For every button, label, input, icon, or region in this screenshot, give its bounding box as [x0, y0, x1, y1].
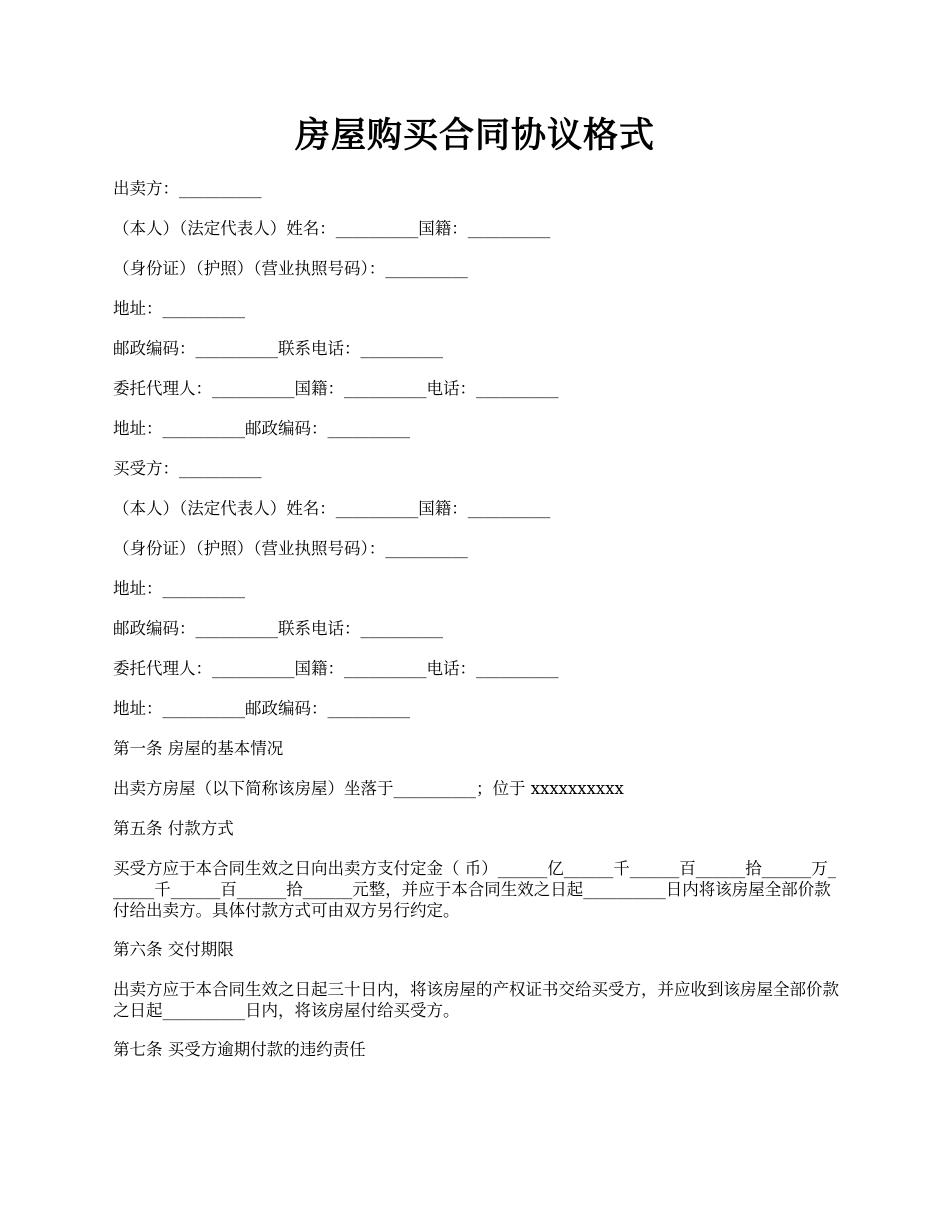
seller-address-line: 地址：__________ — [113, 299, 245, 318]
seller-agent-address-line: 地址：__________邮政编码：__________ — [113, 419, 410, 438]
article-5-heading: 第五条 付款方式 — [113, 819, 234, 838]
article-6-text: 出卖方应于本合同生效之日起三十日内，将该房屋的产权证书交给买受方，并应收到该房屋全部价款之日起__________日内，将该房屋付给买受方。 — [113, 980, 839, 1020]
article-1-heading: 第一条 房屋的基本情况 — [113, 739, 284, 758]
article-6-heading: 第六条 交付期限 — [113, 940, 234, 959]
buyer-agent-line: 委托代理人：__________国籍：__________电话：__________ — [113, 659, 559, 678]
seller-name-nationality-line: （本人）（法定代表人）姓名：__________国籍：__________ — [113, 219, 551, 238]
seller-agent-line: 委托代理人：__________国籍：__________电话：__________ — [113, 379, 559, 398]
seller-line: 出卖方：__________ — [113, 179, 262, 198]
document-title: 房屋购买合同协议格式 — [294, 115, 655, 156]
buyer-line: 买受方：__________ — [113, 459, 262, 478]
article-1-text: 出卖方房屋（以下简称该房屋）坐落于__________；位于 xxxxxxxxxx — [113, 779, 624, 798]
buyer-postcode-phone-line: 邮政编码：__________联系电话：__________ — [113, 619, 443, 638]
seller-postcode-phone-line: 邮政编码：__________联系电话：__________ — [113, 339, 443, 358]
buyer-id-line: （身份证）（护照）（营业执照号码）：__________ — [113, 539, 468, 558]
document-body — [113, 178, 843, 1079]
buyer-name-nationality-line: （本人）（法定代表人）姓名：__________国籍：__________ — [113, 499, 551, 518]
buyer-address-line: 地址：__________ — [113, 579, 245, 598]
seller-id-line: （身份证）（护照）（营业执照号码）：__________ — [113, 259, 468, 278]
article-5-text: 买受方应于本合同生效之日向出卖方支付定金（ 币）______亿______千______百______拾______万______千______百______拾______元整，并应于本合同生效之日起__________日内将该房屋全部价款付给出卖方。具体付款方式可由双方另行约定。 — [113, 859, 836, 920]
buyer-agent-address-line: 地址：__________邮政编码：__________ — [113, 699, 410, 718]
article-7-heading: 第七条 买受方逾期付款的违约责任 — [113, 1040, 366, 1059]
